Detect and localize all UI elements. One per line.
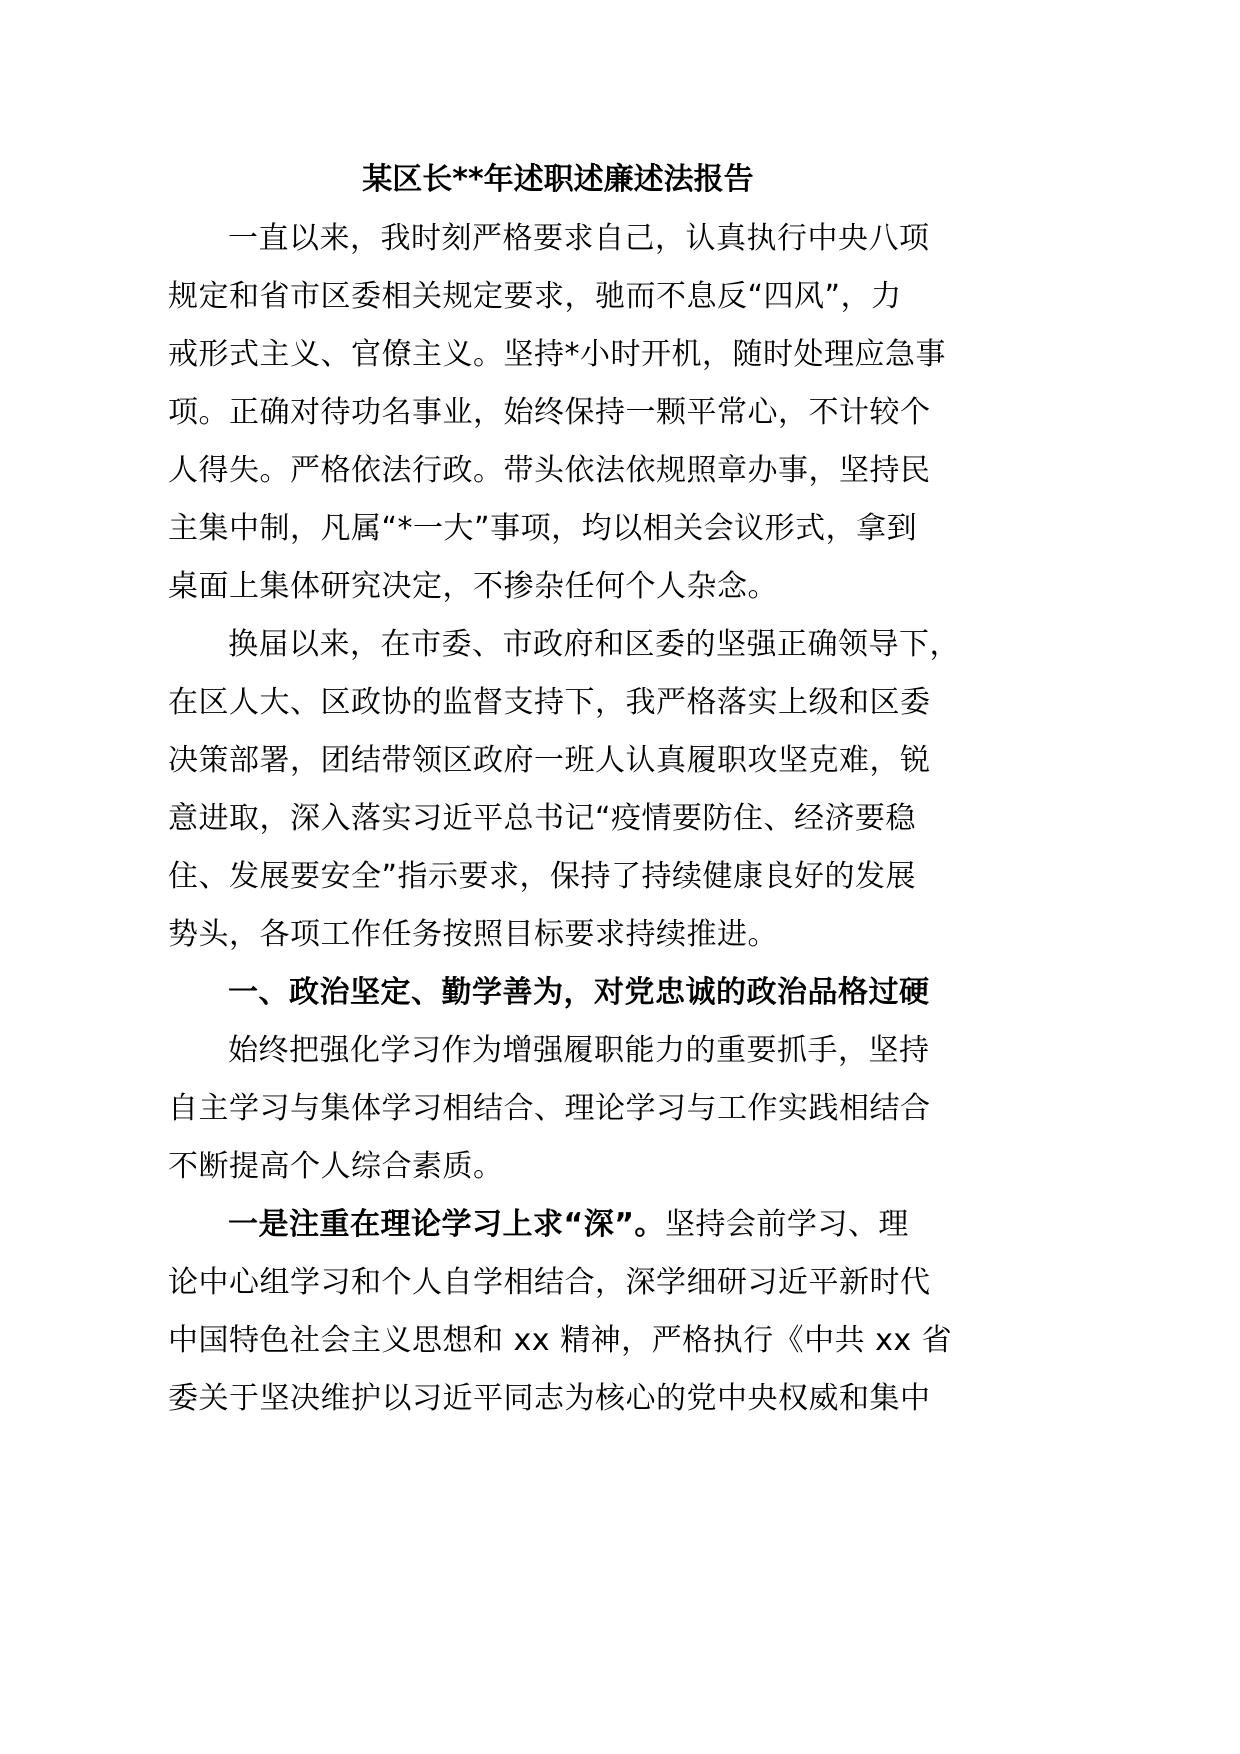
- text-line: 委关于坚决维护以习近平同志为核心的党中央权威和集中: [168, 1381, 931, 1416]
- text-line: 主集中制，凡属“*一大”事项，均以相关会议形式，拿到: [168, 511, 918, 546]
- text-line: 论中心组学习和个人自学相结合，深学细研习近平新时代: [168, 1265, 931, 1300]
- text-line: 规定和省市区委相关规定要求，驰而不息反“四风”，力: [168, 279, 902, 314]
- text-line: 自主学习与集体学习相结合、理论学习与工作实践相结合: [168, 1091, 931, 1126]
- text-line: 决策部署，团结带领区政府一班人认真履职攻坚克难，锐: [168, 743, 931, 778]
- document-title: 某区长**年述职述廉述法报告: [362, 162, 754, 197]
- text-line: 意进取，深入落实习近平总书记“疫情要防住、经济要稳: [168, 801, 917, 836]
- text-line: 势头，各项工作任务按照目标要求持续推进。: [168, 917, 778, 952]
- text-line: 项。正确对待功名事业，始终保持一颗平常心，不计较个: [168, 395, 931, 430]
- document-page: [168, 150, 960, 1428]
- text-line: 换届以来，在市委、市政府和区委的坚强正确领导下，: [228, 627, 960, 662]
- section-heading: 一、政治坚定、勤学善为，对党忠诚的政治品格过硬: [228, 975, 930, 1010]
- subsection-paragraph: [168, 1196, 953, 1428]
- text-line: 住、发展要安全”指示要求，保持了持续健康良好的发展: [168, 859, 917, 894]
- text-line: 中国特色社会主义思想和 xx 精神，严格执行《中共 xx 省: [168, 1323, 953, 1358]
- text-line: 戒形式主义、官僚主义。坚持*小时开机，随时处理应急事: [168, 337, 946, 372]
- text-line: 一直以来，我时刻严格要求自己，认真执行中央八项: [228, 221, 930, 256]
- text-line: 人得失。严格依法行政。带头依法依规照章办事，坚持民: [168, 453, 931, 488]
- paragraph-1: [168, 210, 948, 616]
- text-line: 不断提高个人综合素质。: [168, 1149, 504, 1184]
- subsection-lead: 一是注重在理论学习上求“深”。: [228, 1207, 665, 1242]
- paragraph-2: [168, 616, 960, 964]
- subsection-lead-rest: 坚持会前学习、理: [664, 1207, 909, 1242]
- section-paragraph: [168, 1022, 948, 1196]
- text-line: 在区人大、区政协的监督支持下，我严格落实上级和区委: [168, 685, 931, 720]
- text-line: 桌面上集体研究决定，不掺杂任何个人杂念。: [168, 569, 778, 604]
- subsection-first-line: [168, 1196, 948, 1254]
- text-line: 始终把强化学习作为增强履职能力的重要抓手，坚持: [228, 1033, 930, 1068]
